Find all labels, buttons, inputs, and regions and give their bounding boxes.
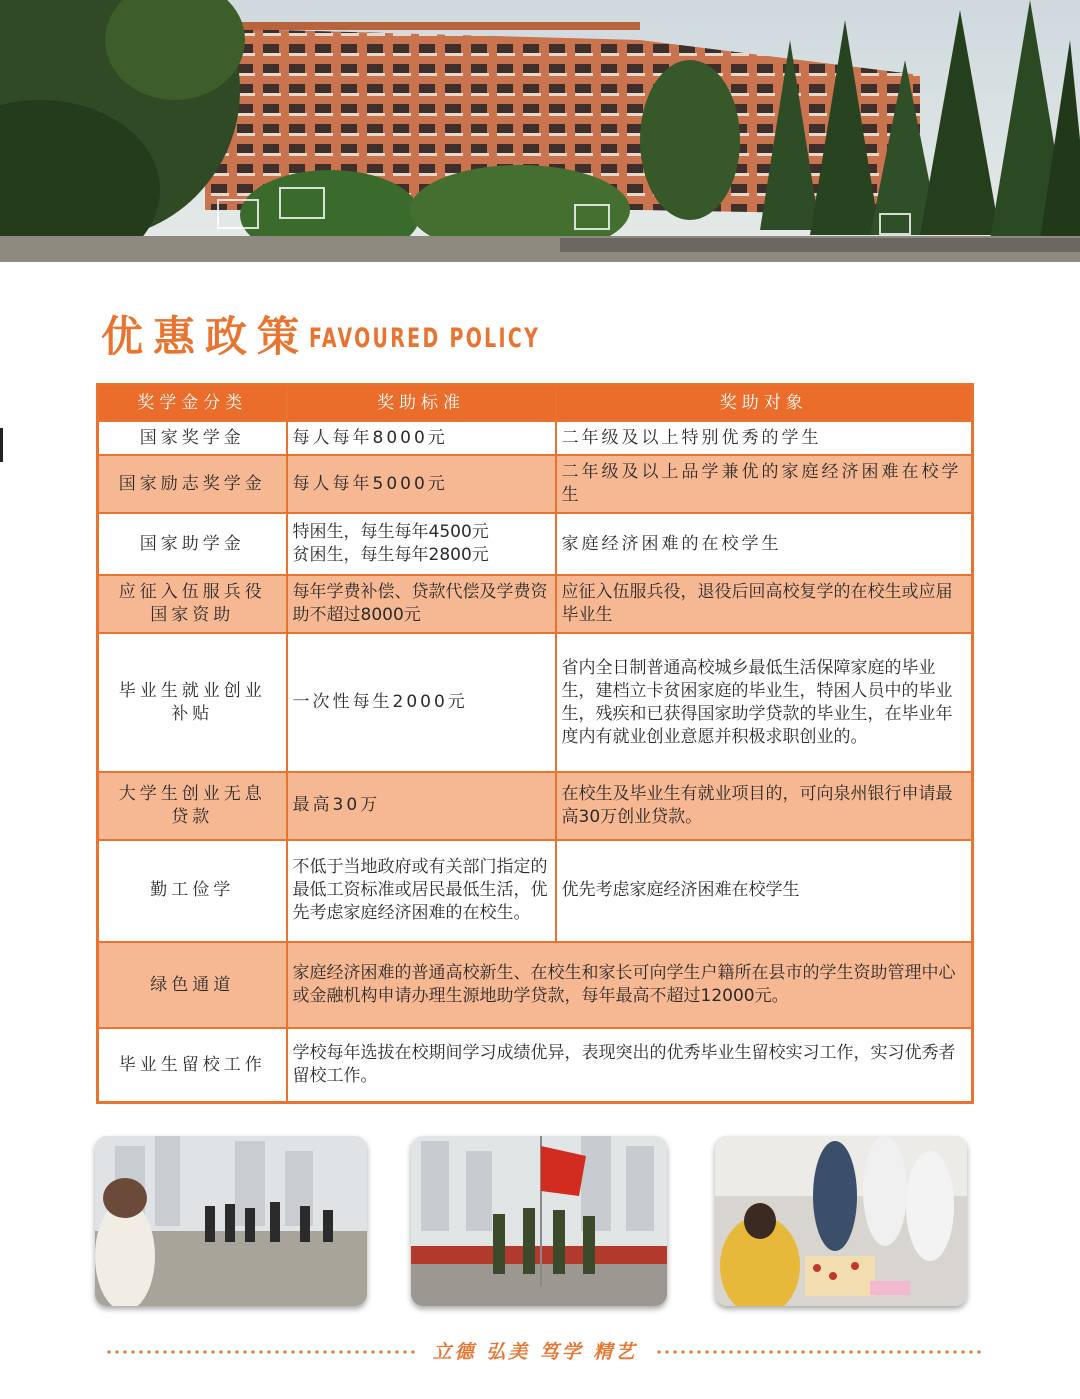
table-header-row: [98, 385, 973, 422]
footer-dotted-rule-left: [105, 1350, 415, 1354]
photo-flag-ceremony: [411, 1136, 667, 1306]
heading-title-cn: 优惠政策: [101, 312, 310, 361]
row-category: [98, 575, 287, 633]
category-line: 贷款: [171, 806, 214, 827]
row-category: 国家奖学金: [98, 421, 287, 455]
row-target: 在校生及毕业生有就业项目的，可向泉州银行申请最高30万创业贷款。: [556, 772, 973, 840]
row-standard: 不低于当地政府或有关部门指定的最低工资标准或居民最低生活，优先考虑家庭经济困难的在校生。: [287, 840, 556, 942]
photo-chess-activity: [715, 1136, 967, 1306]
row-category: 绿色通道: [98, 942, 287, 1028]
row-standard: 每人每年5000元: [287, 455, 556, 513]
footer-dotted-rule-right: [655, 1350, 985, 1354]
table-row: [98, 942, 973, 1028]
row-standard: 每人每年8000元: [287, 421, 556, 455]
row-merged-description: 家庭经济困难的普通高校新生、在校生和家长可向学生户籍所在县市的学生资助管理中心或金融机构申请办理生源地助学贷款，每年最高不超过12000元。: [287, 942, 973, 1028]
table-row: [98, 633, 973, 771]
row-standard: 最高30万: [287, 772, 556, 840]
row-category: [98, 772, 287, 840]
table-row: [98, 1028, 973, 1102]
table-row: [98, 513, 973, 575]
row-target: 应征入伍服兵役，退役后回高校复学的在校生或应届毕业生: [556, 575, 973, 633]
row-category: 国家励志奖学金: [98, 455, 287, 513]
row-category: 勤工俭学: [98, 840, 287, 942]
standard-line: 特困生，每生每年4500元: [292, 522, 489, 543]
table-row: [98, 421, 973, 455]
category-line: 大学生创业无息: [118, 783, 266, 804]
row-target: 二年级及以上特别优秀的学生: [556, 421, 973, 455]
policy-table: [96, 383, 974, 1104]
row-category: 国家助学金: [98, 513, 287, 575]
row-standard: 每年学费补偿、贷款代偿及学费资助不超过8000元: [287, 575, 556, 633]
row-category: 毕业生留校工作: [98, 1028, 287, 1102]
photo-outdoor-activity: [95, 1136, 367, 1306]
table-row: [98, 772, 973, 840]
category-line: 补贴: [171, 703, 214, 724]
standard-line: 贫困生，每生每年2800元: [292, 545, 489, 566]
row-standard: 一次性每生2000元: [287, 633, 556, 771]
table-row: [98, 575, 973, 633]
category-line: 应征入伍服兵役: [118, 582, 266, 603]
row-merged-description: 学校每年选拔在校期间学习成绩优异，表现突出的优秀毕业生留校实习工作，实习优秀者留校工作。: [287, 1028, 973, 1102]
row-target: 家庭经济困难的在校学生: [556, 513, 973, 575]
heading-title-en: FAVOURED POLICY: [309, 323, 541, 354]
hero-campus-photo: [0, 0, 1080, 262]
page-edge-mark: [0, 428, 3, 462]
table-row: [98, 840, 973, 942]
row-target: 二年级及以上品学兼优的家庭经济困难在校学生: [556, 455, 973, 513]
section-heading: [101, 306, 605, 362]
footer-motto: 立德 弘美 笃学 精艺: [432, 1341, 638, 1363]
row-target: 省内全日制普通高校城乡最低生活保障家庭的毕业生，建档立卡贫困家庭的毕业生，特困人员中的毕业生，残疾和已获得国家助学贷款的毕业生，在毕业年度内有就业创业意愿并积极求职创业的。: [556, 633, 973, 771]
header-target: 奖助对象: [556, 385, 973, 422]
row-category: [98, 633, 287, 771]
category-line: 毕业生就业创业: [118, 680, 266, 701]
row-standard: [287, 513, 556, 575]
header-category: 奖学金分类: [98, 385, 287, 422]
category-line: 国家资助: [150, 605, 235, 626]
table-row: [98, 455, 973, 513]
row-target: 优先考虑家庭经济困难在校学生: [556, 840, 973, 942]
header-standard: 奖助标准: [287, 385, 556, 422]
